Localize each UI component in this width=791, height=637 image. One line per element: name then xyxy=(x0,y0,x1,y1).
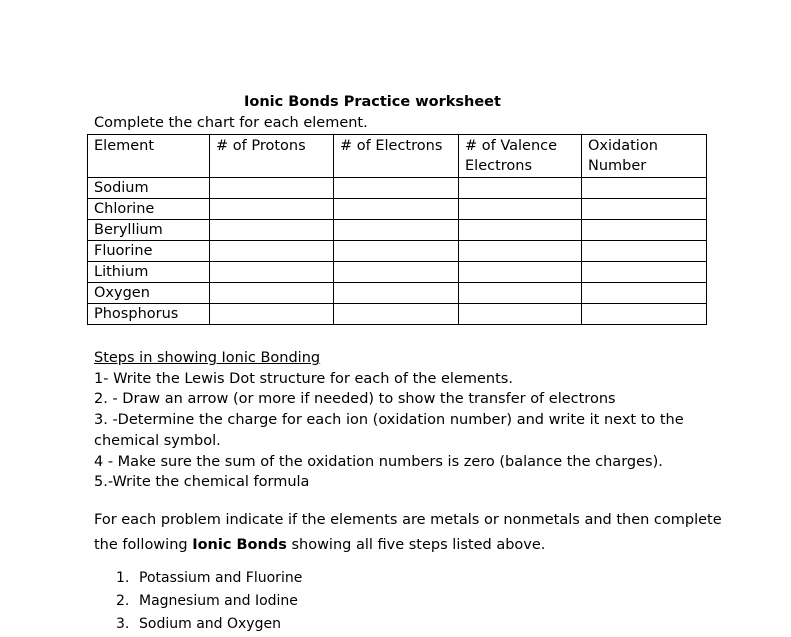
table-cell[interactable] xyxy=(459,220,582,241)
table-cell[interactable] xyxy=(210,199,334,220)
col-header-oxidation-number: Oxidation Number xyxy=(582,135,707,178)
table-cell[interactable] xyxy=(334,283,459,304)
table-row xyxy=(88,262,707,283)
table-cell[interactable] xyxy=(459,262,582,283)
worksheet-title: Ionic Bonds Practice worksheet xyxy=(244,94,501,110)
element-chart xyxy=(87,134,707,325)
element-name-cell: Phosphorus xyxy=(88,304,210,325)
step-3: 3. -Determine the charge for each ion (oxidation number) and write it next to the chemical symbol. xyxy=(94,412,684,449)
col-header-valence-electrons: # of Valence Electrons xyxy=(459,135,582,178)
table-cell[interactable] xyxy=(334,178,459,199)
table-row xyxy=(88,283,707,304)
problem-instructions xyxy=(94,508,734,557)
chart-instructions: Complete the chart for each element. xyxy=(94,115,368,131)
element-name-cell: Lithium xyxy=(88,262,210,283)
table-cell[interactable] xyxy=(210,220,334,241)
table-cell[interactable] xyxy=(210,241,334,262)
table-cell[interactable] xyxy=(334,304,459,325)
table-row xyxy=(88,241,707,262)
table-row xyxy=(88,199,707,220)
table-cell[interactable] xyxy=(582,220,707,241)
element-name-cell: Beryllium xyxy=(88,220,210,241)
step-5: 5.-Write the chemical formula xyxy=(94,474,310,491)
problem-text: Sodium and Oxygen xyxy=(139,616,281,632)
table-cell[interactable] xyxy=(210,178,334,199)
table-cell[interactable] xyxy=(334,199,459,220)
table-cell[interactable] xyxy=(459,283,582,304)
step-1: 1- Write the Lewis Dot structure for each of the elements. xyxy=(94,370,513,387)
ionic-bonding-steps xyxy=(94,348,714,493)
element-name-cell: Sodium xyxy=(88,178,210,199)
table-row xyxy=(88,178,707,199)
problem-number: 2. xyxy=(116,593,130,609)
problem-text: Magnesium and Iodine xyxy=(139,593,298,609)
table-cell[interactable] xyxy=(459,304,582,325)
table-cell[interactable] xyxy=(334,241,459,262)
table-cell[interactable] xyxy=(210,262,334,283)
table-cell[interactable] xyxy=(459,199,582,220)
col-header-protons: # of Protons xyxy=(210,135,334,178)
table-cell[interactable] xyxy=(210,304,334,325)
step-2: 2. - Draw an arrow (or more if needed) to show the transfer of electrons xyxy=(94,391,616,408)
table-row xyxy=(88,220,707,241)
table-cell[interactable] xyxy=(210,283,334,304)
chart-header-row xyxy=(88,135,707,178)
instructions-text-after: showing all five steps listed above. xyxy=(286,536,546,553)
list-item xyxy=(96,568,302,591)
list-item xyxy=(96,614,302,637)
problem-list xyxy=(96,568,302,637)
problem-text: Potassium and Fluorine xyxy=(139,570,303,586)
col-header-element: Element xyxy=(88,135,210,178)
problem-number: 3. xyxy=(116,616,130,632)
table-cell[interactable] xyxy=(459,178,582,199)
element-name-cell: Chlorine xyxy=(88,199,210,220)
table-cell[interactable] xyxy=(334,220,459,241)
step-4: 4 - Make sure the sum of the oxidation numbers is zero (balance the charges). xyxy=(94,453,663,470)
table-cell[interactable] xyxy=(582,178,707,199)
element-name-cell: Oxygen xyxy=(88,283,210,304)
table-cell[interactable] xyxy=(582,262,707,283)
table-row xyxy=(88,304,707,325)
instructions-bold-term: Ionic Bonds xyxy=(192,536,287,553)
steps-heading: Steps in showing Ionic Bonding xyxy=(94,350,321,366)
table-cell[interactable] xyxy=(582,304,707,325)
table-cell[interactable] xyxy=(582,199,707,220)
col-header-electrons: # of Electrons xyxy=(334,135,459,178)
table-cell[interactable] xyxy=(582,241,707,262)
table-cell[interactable] xyxy=(582,283,707,304)
instructions-text-before: For each problem indicate if the elements are metals or nonmetals and then complete the following xyxy=(94,512,722,553)
problem-number: 1. xyxy=(116,570,130,586)
table-cell[interactable] xyxy=(334,262,459,283)
list-item xyxy=(96,591,302,614)
table-cell[interactable] xyxy=(459,241,582,262)
element-name-cell: Fluorine xyxy=(88,241,210,262)
